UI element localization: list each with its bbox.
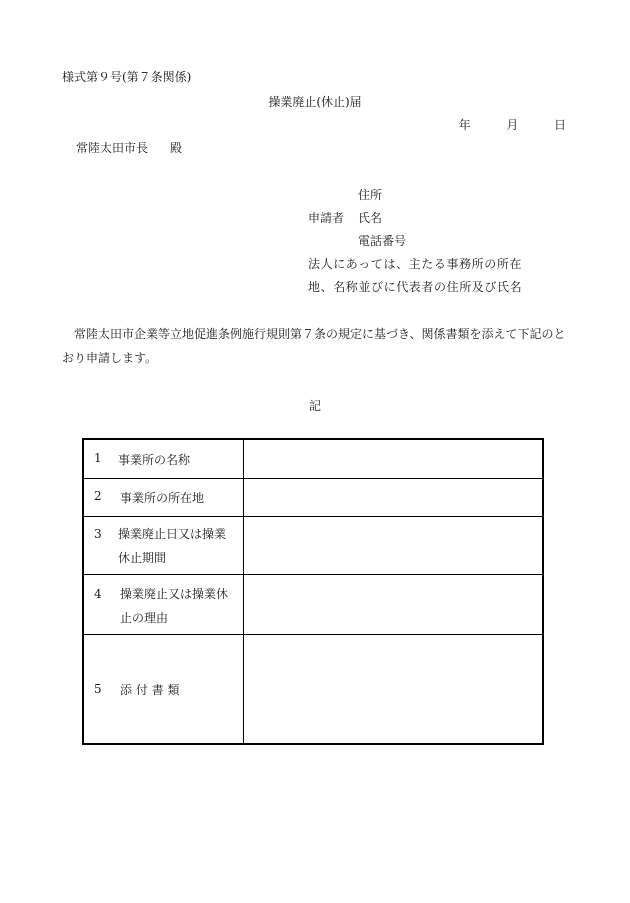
date-month: 月 [506, 118, 519, 132]
date-line [459, 116, 566, 133]
row-number: 4 [94, 587, 102, 601]
row-label-cell [84, 634, 244, 743]
row-number: 1 [94, 451, 102, 465]
corp-note-line2: 地、名称並びに代表者の住所及び氏名 [308, 280, 523, 294]
row-label-cell [84, 478, 244, 516]
addressee-name: 常陸太田市長 [76, 141, 149, 155]
row-value-cell[interactable] [244, 440, 542, 478]
form-number: 様式第９号(第７条関係) [62, 70, 192, 84]
row-label-cell [84, 574, 244, 634]
name-label: 氏名 [358, 211, 383, 225]
row-label-line2: 休止期間 [118, 551, 167, 565]
row-value-cell[interactable] [244, 516, 542, 574]
row-value-cell[interactable] [244, 634, 542, 743]
address-label: 住所 [358, 188, 383, 202]
applicant-phone-row [308, 230, 522, 253]
date-day: 日 [553, 118, 566, 132]
table-row [84, 634, 542, 743]
corp-note-line1: 法人にあっては、主たる事務所の所在 [308, 257, 523, 271]
table-row [84, 478, 542, 517]
row-label-line1: 操業廃止日又は操業 [118, 527, 227, 541]
table-row [84, 516, 542, 575]
row-label-cell [84, 440, 244, 478]
applicant-address-row [308, 184, 522, 207]
row-label [120, 582, 228, 630]
row-label: 事業所の名称 [118, 453, 191, 467]
phone-label: 電話番号 [358, 234, 407, 248]
row-value-cell[interactable] [244, 574, 542, 634]
addressee [76, 139, 182, 156]
row-number: 3 [94, 527, 102, 541]
items-table [82, 438, 544, 745]
row-number: 5 [94, 682, 102, 696]
row-label-cell [84, 516, 244, 574]
applicant-name-row [308, 207, 522, 230]
application-statement: 常陸太田市企業等立地促進条例施行規則第７条の規定に基づき、関係書類を添えて下記のとおり申請します。 [62, 327, 566, 365]
row-label: 添 付 書 類 [120, 683, 180, 697]
ki-label: 記 [308, 399, 321, 413]
date-year: 年 [458, 118, 471, 132]
applicant-label: 申請者 [308, 211, 345, 225]
row-label-line2: 止の理由 [120, 611, 169, 625]
row-label-line1: 操業廃止又は操業休 [120, 587, 229, 601]
document-title: 操業廃止(休止)届 [268, 95, 362, 109]
row-label [118, 522, 226, 570]
table-row [84, 574, 542, 635]
row-number: 2 [94, 489, 102, 503]
table-row [84, 440, 542, 479]
row-value-cell[interactable] [244, 478, 542, 516]
row-label: 事業所の所在地 [120, 491, 205, 505]
applicant-block [308, 184, 522, 299]
addressee-honorific: 殿 [170, 141, 183, 155]
